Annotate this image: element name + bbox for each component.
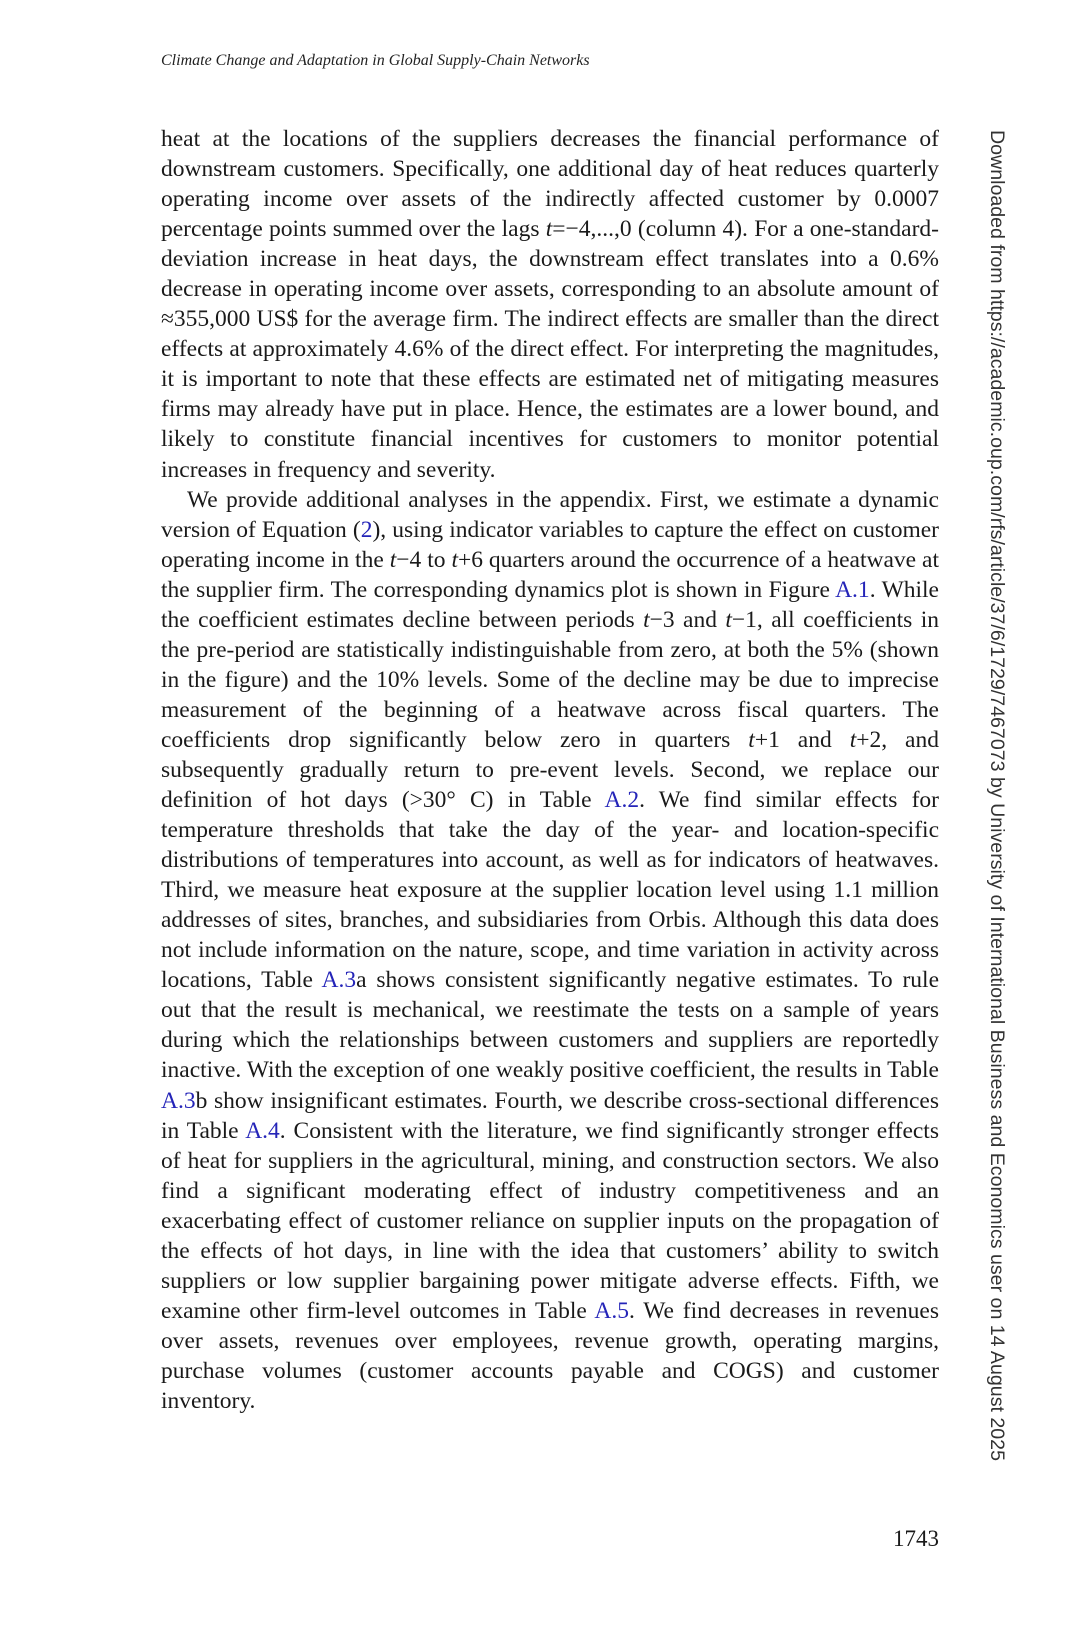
table-a4-link[interactable]: A.4	[245, 1117, 280, 1144]
text-run: heat at the locations of the suppliers decreases the financial performance of downstream customers. Specifically, one additional day of heat reduces quarterly operating income over assets of the indirectly affected customer by 0.0007 percentage points summed over the lags	[161, 126, 939, 243]
page-number: 1743	[893, 1526, 939, 1551]
text-run: . Consistent with the literature, we find significantly stronger effects of heat for suppliers in the agricultural, mining, and construction sectors. We also find a significant moderating effect of industry competitiveness and an exacerbating effect of customer reliance on supplier inputs on the propagation of the effects of hot days, in line with the idea that customers’ ability to switch suppliers or low supplier bargaining power mitigate adverse effects. Fifth, we examine other firm-level outcomes in Table	[161, 1117, 939, 1324]
figure-a1-link[interactable]: A.1	[835, 576, 870, 603]
text-run: =−4,...,0 (column 4). For a one-standard-deviation increase in heat days, the downstream effect translates into a 0.6% decrease in operating income over assets, corresponding to an absolute amount of ≈355,000 US$ for the average firm. The indirect effects are smaller than the direct effects at approximately 4.6% of the direct effect. For interpreting the magnitudes, it is important to note that these effects are estimated net of mitigating measures firms may already have put in place. Hence, the estimates are a lower bound, and likely to constitute financial incentives for customers to monitor potential increases in frequency and severity.	[161, 216, 939, 483]
paragraph-2	[161, 485, 939, 1416]
text-run: +1 and	[754, 726, 850, 753]
text-run: b show insignificant estimates. Fourth, we describe cross-sectional differences in Table	[161, 1087, 939, 1144]
text-run: a shows consistent significantly negative estimates. To rule out that the result is mechanical, we reestimate the tests on a sample of years during which the relationships between customers and suppliers are reportedly inactive. With the exception of one weakly positive coefficient, the results in Table	[161, 967, 939, 1084]
text-run: ), using indicator variables to capture the effect on customer operating income in the	[161, 516, 939, 573]
download-watermark: Downloaded from https://academic.oup.com/rfs/article/37/6/1729/7467073 by University of International Business and Economics user on 14 August 2025	[986, 130, 1008, 1461]
math-variable: t	[748, 726, 755, 753]
table-a3b-link[interactable]: A.3	[161, 1087, 196, 1114]
text-run: −4 to	[396, 546, 452, 573]
text-run: +6 quarters around the occurrence of a heatwave at the supplier firm. The corresponding dynamics plot is shown in Figure	[161, 546, 939, 603]
math-variable: t	[389, 546, 397, 573]
table-a2-link[interactable]: A.2	[604, 787, 640, 814]
math-variable: t	[451, 546, 458, 573]
text-run: . While the coefficient estimates decline between periods	[161, 576, 939, 633]
running-title: Climate Change and Adaptation in Global Supply-Chain Networks	[161, 52, 590, 69]
math-variable: t	[545, 216, 553, 243]
text-run: +2, and subsequently gradually return to pre-event levels. Second, we replace our definition of hot days (>30° C) in Table	[161, 726, 939, 814]
body-text	[161, 124, 939, 1416]
text-run: −1, all coefficients in the pre-period are statistically indistinguishable from zero, at both the 5% (shown in the figure) and the 10% levels. Some of the decline may be due to imprecise measurement of the beginning of a heatwave across fiscal quarters. The coefficients drop significantly below zero in quarters	[161, 606, 940, 753]
math-variable: t	[725, 606, 732, 633]
math-variable: t	[643, 606, 650, 633]
text-run: −3 and	[649, 606, 726, 633]
math-variable: t	[849, 726, 857, 753]
paragraph-1	[161, 124, 939, 485]
table-a5-link[interactable]: A.5	[594, 1297, 629, 1324]
text-run: We provide additional analyses in the appendix. First, we estimate a dynamic version of Equation (	[161, 486, 939, 543]
text-run: . We find similar effects for temperature thresholds that take the day of the year- and location-specific distributions of temperatures into account, as well as for indicators of heatwaves. Third, we measure heat exposure at the supplier location level using 1.1 million addresses of sites, branches, and subsidiaries from Orbis. Although this data does not include information on the nature, scope, and time variation in activity across locations, Table	[161, 787, 939, 994]
text-run: . We find decreases in revenues over assets, revenues over employees, revenue growth, operating margins, purchase volumes (customer accounts payable and COGS) and customer inventory.	[161, 1297, 939, 1414]
equation-link[interactable]: 2	[360, 516, 373, 543]
table-a3a-link[interactable]: A.3	[321, 967, 357, 994]
